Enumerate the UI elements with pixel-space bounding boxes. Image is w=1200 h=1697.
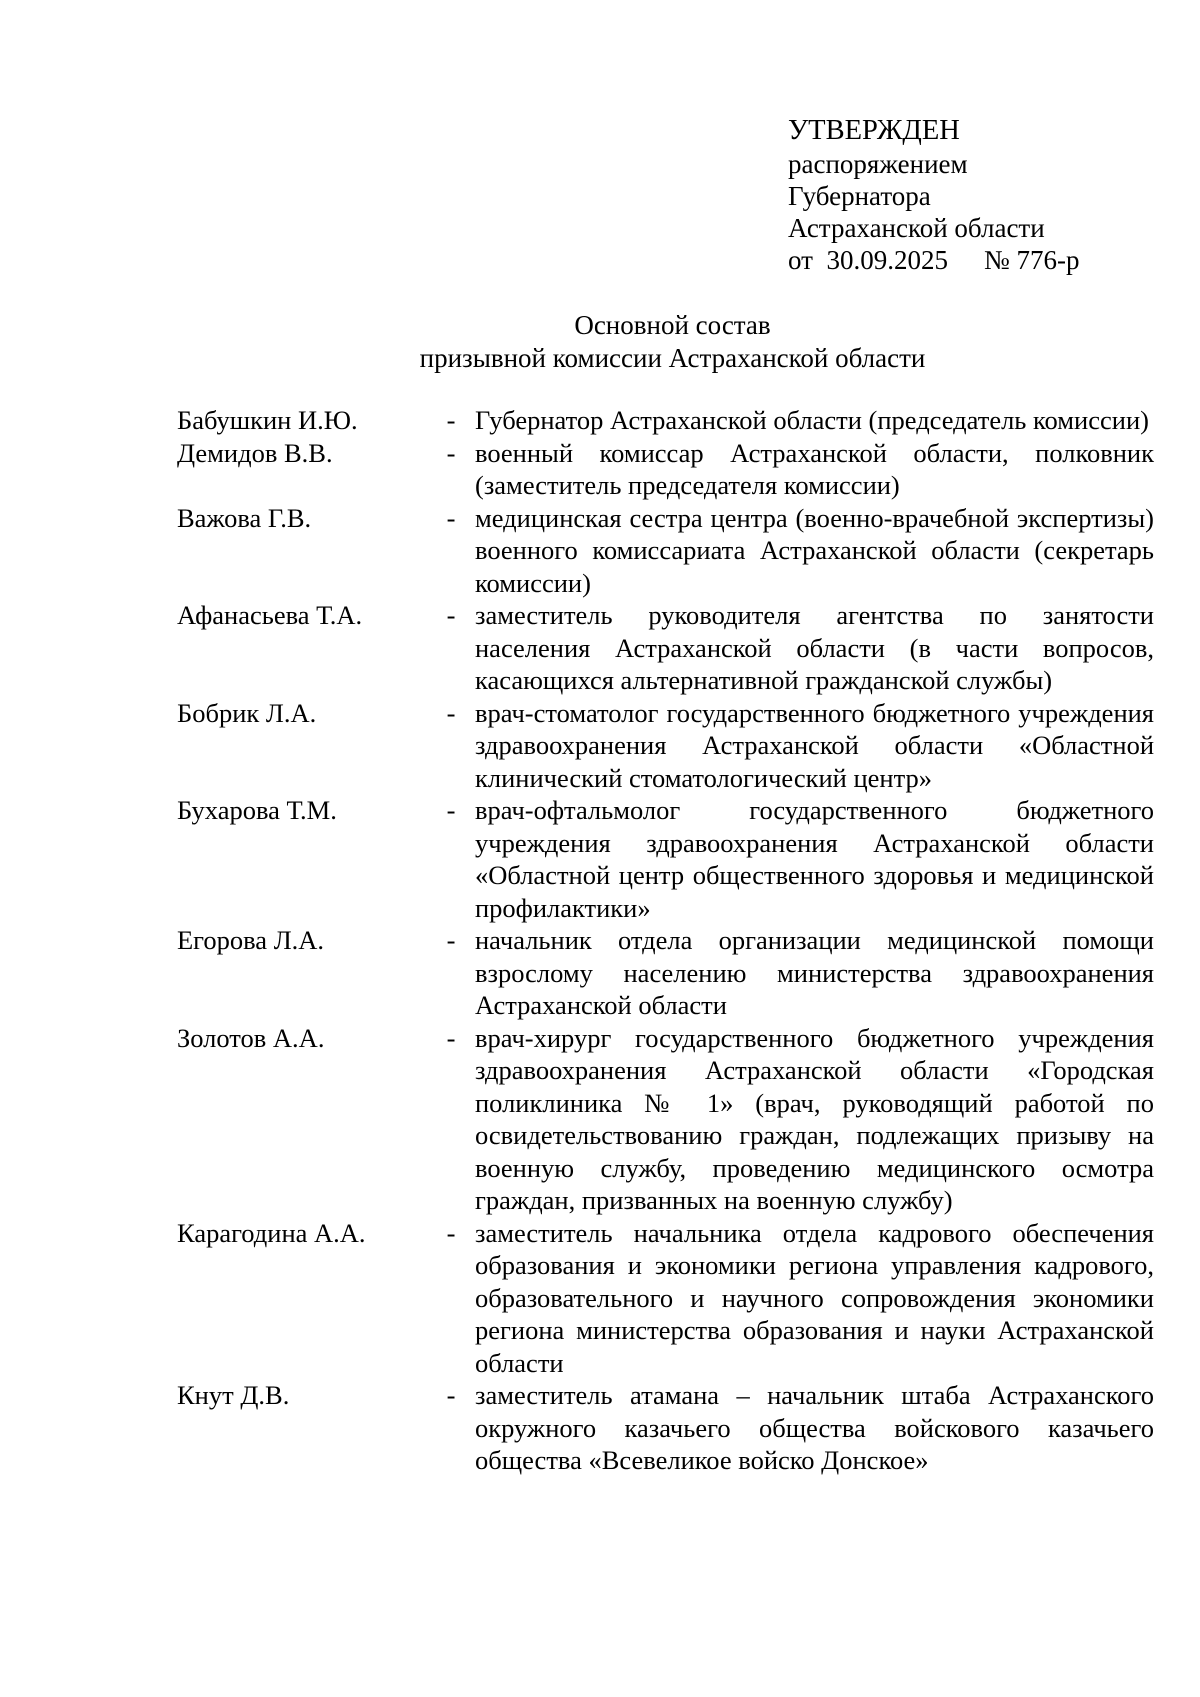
member-position: Губернатор Астраханской области (председатель комиссии)	[475, 405, 1149, 435]
member-row	[177, 924, 1154, 1022]
members-list	[177, 404, 1154, 1477]
member-name: Бабушкин И.Ю.	[177, 405, 358, 435]
member-name: Важова Г.В.	[177, 502, 312, 533]
member-dash: -	[446, 1380, 456, 1410]
member-name: Карагодина А.А.	[177, 1217, 366, 1248]
approval-heading: УТВЕРЖДЕН	[788, 115, 960, 146]
member-row	[177, 697, 1154, 795]
member-dash: -	[446, 437, 456, 468]
title-line-1: Основной состав	[574, 310, 771, 340]
member-row	[177, 1379, 1154, 1477]
member-row	[177, 1217, 1154, 1380]
approval-date: 30.09.2025	[826, 245, 948, 275]
member-name: Бобрик Л.А.	[177, 697, 317, 728]
member-position: заместитель начальника отдела кадрового обеспечения образования и экономики региона управления кадрового, образовательного и научного сопровождения экономики региона министерства образования и науки Астраханской области	[475, 1217, 1154, 1378]
member-name: Афанасьева Т.А.	[177, 600, 363, 630]
approval-number: № 776-р	[983, 245, 1080, 275]
member-position: врач-офтальмолог государственного бюджетного учреждения здравоохранения Астраханской области «Областной центр общественного здоровья и медицинской профилактики»	[475, 795, 1154, 923]
member-position: врач-хирург государственного бюджетного учреждения здравоохранения Астраханской области «Городская поликлиника № 1» (врач, руководящий работой по освидетельствованию граждан, подлежащих призыву на военную службу, проведению медицинского осмотра граждан, призванных на военную службу)	[475, 1022, 1154, 1215]
title-line-2: призывной комиссии Астраханской области	[419, 343, 926, 373]
approval-date-line	[788, 244, 1079, 276]
approval-date-prefix: от	[788, 245, 813, 275]
member-position: начальник отдела организации медицинской помощи взрослому населению министерства здравоохранения Астраханской области	[475, 925, 1154, 1020]
member-row	[177, 502, 1154, 600]
approval-line-order: распоряжением	[788, 149, 968, 179]
approval-line-region: Астраханской области	[788, 213, 1045, 243]
member-dash: -	[446, 1217, 456, 1248]
approval-line-governor: Губернатора	[788, 181, 931, 211]
member-row	[177, 794, 1154, 924]
member-name: Егорова Л.А.	[177, 925, 325, 955]
member-dash: -	[446, 502, 456, 533]
member-name: Золотов А.А.	[177, 1022, 325, 1053]
approval-stamp-block	[788, 114, 1079, 276]
member-row	[177, 599, 1154, 697]
member-dash: -	[446, 795, 456, 825]
member-dash: -	[446, 697, 456, 728]
member-dash: -	[446, 925, 456, 955]
member-name: Кнут Д.В.	[177, 1380, 290, 1410]
member-position: военный комиссар Астраханской области, полковник (заместитель председателя комиссии)	[475, 437, 1154, 500]
document-title	[0, 309, 1200, 375]
member-row	[177, 1022, 1154, 1217]
member-name: Бухарова Т.М.	[177, 795, 337, 825]
member-row	[177, 404, 1154, 437]
member-position: медицинская сестра центра (военно-врачебной экспертизы) военного комиссариата Астраханской области (секретарь комиссии)	[475, 502, 1154, 598]
member-position: врач-стоматолог государственного бюджетного учреждения здравоохранения Астраханской области «Областной клинический стоматологический центр»	[475, 697, 1154, 793]
member-row	[177, 437, 1154, 502]
member-dash: -	[446, 600, 456, 630]
member-dash: -	[446, 405, 456, 435]
member-name: Демидов В.В.	[177, 437, 333, 468]
member-position: заместитель руководителя агентства по занятости населения Астраханской области (в части вопросов, касающихся альтернативной гражданской службы)	[475, 600, 1154, 695]
member-dash: -	[446, 1022, 456, 1053]
member-position: заместитель атамана – начальник штаба Астраханского окружного казачьего общества войскового казачьего общества «Всевеликое войско Донское»	[475, 1380, 1154, 1475]
